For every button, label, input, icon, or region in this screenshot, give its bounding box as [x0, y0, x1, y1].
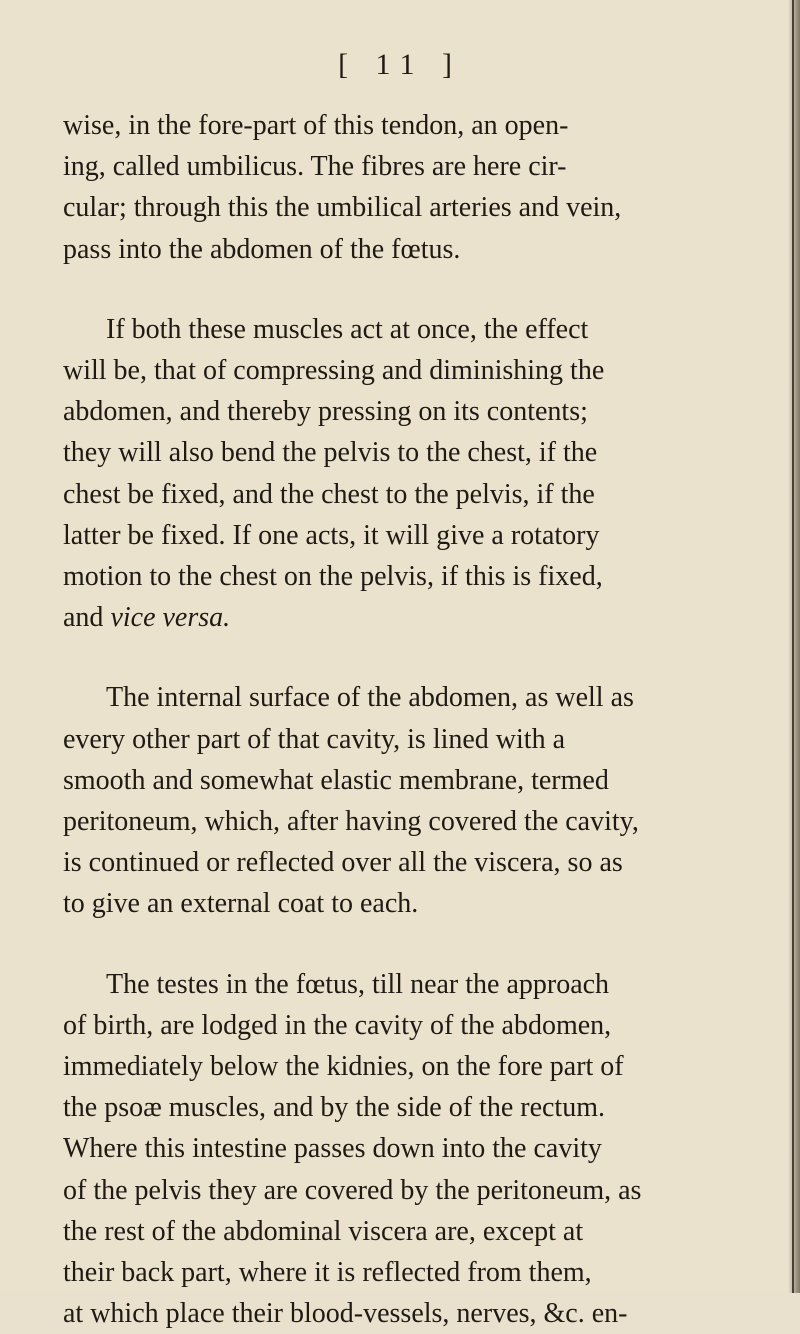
text-line: abdomen, and thereby pressing on its contents; — [63, 396, 588, 428]
text-line: the rest of the abdominal viscera are, except at — [63, 1215, 584, 1247]
text-line: wise, in the fore-part of this tendon, an open- — [63, 110, 569, 141]
text-line: the psoæ muscles, and by the side of the rectum. — [63, 1092, 605, 1124]
page-edge-shadow — [788, 0, 800, 1293]
body-text — [63, 105, 728, 1334]
paragraph-3 — [63, 677, 728, 924]
text-line: peritoneum, which, after having covered the cavity, — [63, 806, 639, 838]
text-line: will be, that of compressing and diminishing the — [63, 355, 605, 387]
page-edge-line — [792, 0, 794, 1293]
text-line: cular; through this the umbilical arteries and vein, — [63, 192, 622, 224]
text-line-prefix: and — [63, 602, 111, 634]
paragraph-4 — [63, 964, 728, 1334]
text-line: to give an external coat to each. — [63, 888, 419, 920]
text-line: Where this intestine passes down into the cavity — [63, 1133, 602, 1165]
text-line: If both these muscles act at once, the effect — [106, 313, 589, 345]
page-number: [ 11 ] — [338, 48, 462, 81]
text-line: ing, called umbilicus. The fibres are here cir- — [63, 151, 567, 183]
text-line: pass into the abdomen of the fœtus. — [63, 233, 461, 265]
text-line: immediately below the kidnies, on the fore part of — [63, 1051, 624, 1083]
text-line: they will also bend the pelvis to the chest, if the — [63, 437, 598, 469]
text-line: their back part, where it is reflected from them, — [63, 1257, 592, 1289]
text-line: chest be fixed, and the chest to the pelvis, if the — [63, 478, 595, 510]
text-line: latter be fixed. If one acts, it will give a rotatory — [63, 519, 600, 551]
text-line: at which place their blood-vessels, nerves, &c. en- — [63, 1298, 628, 1330]
paragraph-2 — [63, 309, 728, 639]
text-line: smooth and somewhat elastic membrane, termed — [63, 764, 609, 796]
text-line: The internal surface of the abdomen, as well as — [106, 682, 634, 714]
italic-phrase: vice versa. — [110, 602, 231, 634]
text-line: The testes in the fœtus, till near the approach — [106, 968, 610, 1000]
paragraph-1 — [63, 105, 728, 270]
text-line: motion to the chest on the pelvis, if this is fixed, — [63, 561, 603, 593]
text-line: is continued or reflected over all the viscera, so as — [63, 847, 623, 879]
text-line: of the pelvis they are covered by the peritoneum, as — [63, 1174, 642, 1206]
text-line: every other part of that cavity, is lined with a — [63, 723, 566, 755]
text-line: of birth, are lodged in the cavity of the abdomen, — [63, 1009, 612, 1041]
